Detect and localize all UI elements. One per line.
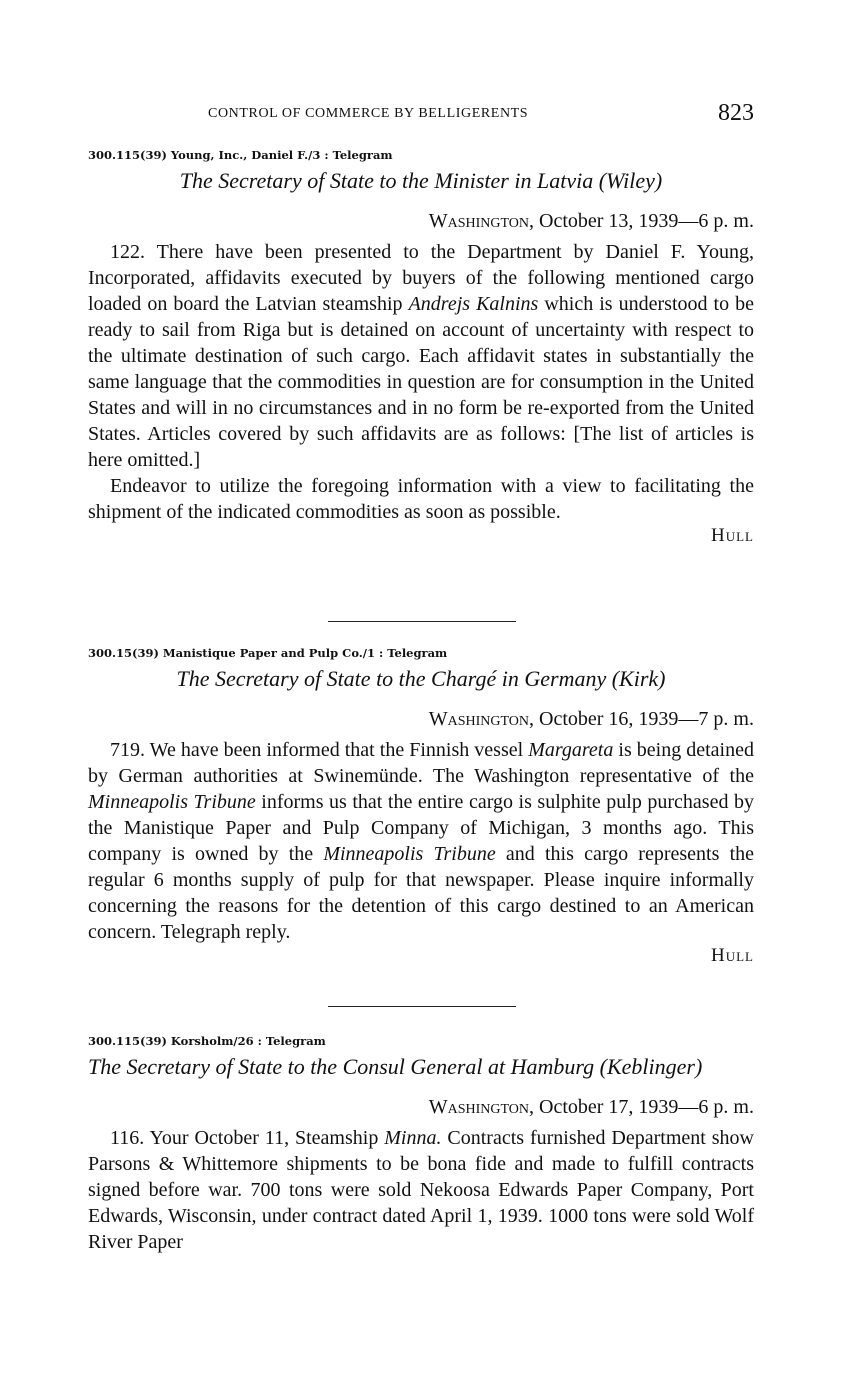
running-head bbox=[88, 100, 754, 132]
document-1 bbox=[88, 148, 754, 547]
section-divider bbox=[328, 621, 516, 622]
document-title: The Secretary of State to the Chargé in Germany (Kirk) bbox=[176, 666, 666, 691]
dateline: Washington, October 13, 1939—6 p. m. bbox=[428, 210, 754, 232]
document-title: The Secretary of State to the Minister in Latvia (Wiley) bbox=[179, 168, 663, 193]
document-title: The Secretary of State to the Consul General at Hamburg (Keblinger) bbox=[88, 1054, 703, 1079]
file-reference: 300.115(39) Korsholm/26 : Telegram bbox=[88, 1034, 326, 1048]
signature: Hull bbox=[711, 945, 754, 966]
section-divider bbox=[328, 1006, 516, 1007]
document-2 bbox=[88, 646, 754, 967]
file-reference: 300.15(39) Manistique Paper and Pulp Co./1 : Telegram bbox=[88, 646, 448, 660]
dateline: Washington, October 17, 1939—6 p. m. bbox=[428, 1096, 754, 1118]
paragraph: Endeavor to utilize the foregoing information with a view to facilitating the shipment of the indicated commodities as soon as possible. bbox=[88, 475, 754, 523]
paragraph: 116. Your October 11, Steamship Minna. Contracts furnished Department show Parsons & Whittemore shipments to be bona fide and made to fulfill contracts signed before war. 700 tons were sold Nekoosa Edwards Paper Company, Port Edwards, Wisconsin, under contract dated April 1, 1939. 1000 tons were sold Wolf River Paper bbox=[88, 1127, 754, 1253]
paragraph: 719. We have been informed that the Finnish vessel Margareta is being detained by German authorities at Swinemünde. The Washington representative of the Minneapolis Tribune informs us that the entire cargo is sulphite pulp purchased by the Manistique Paper and Pulp Company of Michigan, 3 months ago. This company is owned by the Minneapolis Tribune and this cargo represents the regular 6 months supply of pulp for that newspaper. Please inquire informally concerning the reasons for the detention of this cargo destined to an American concern. Telegraph reply. bbox=[88, 739, 755, 943]
signature: Hull bbox=[711, 525, 754, 546]
paragraph: 122. There have been presented to the Department by Daniel F. Young, Incorporated, affidavits executed by buyers of the following mentioned cargo loaded on board the Latvian steamship Andrejs Kalnins which is understood to be ready to sail from Riga but is detained on account of uncertainty with respect to the ultimate destination of such cargo. Each affidavit states in substantially the same language that the commodities in question are for consumption in the United States and will in no circumstances and in no form be re-exported from the United States. Articles covered by such affidavits are as follows: [The list of articles is here omitted.] bbox=[88, 241, 755, 471]
page-number: 823 bbox=[718, 100, 754, 126]
running-title: CONTROL OF COMMERCE BY BELLIGERENTS bbox=[208, 106, 529, 121]
document-3 bbox=[88, 1034, 754, 1255]
file-reference: 300.115(39) Young, Inc., Daniel F./3 : Telegram bbox=[88, 148, 393, 162]
dateline: Washington, October 16, 1939—7 p. m. bbox=[428, 708, 754, 730]
